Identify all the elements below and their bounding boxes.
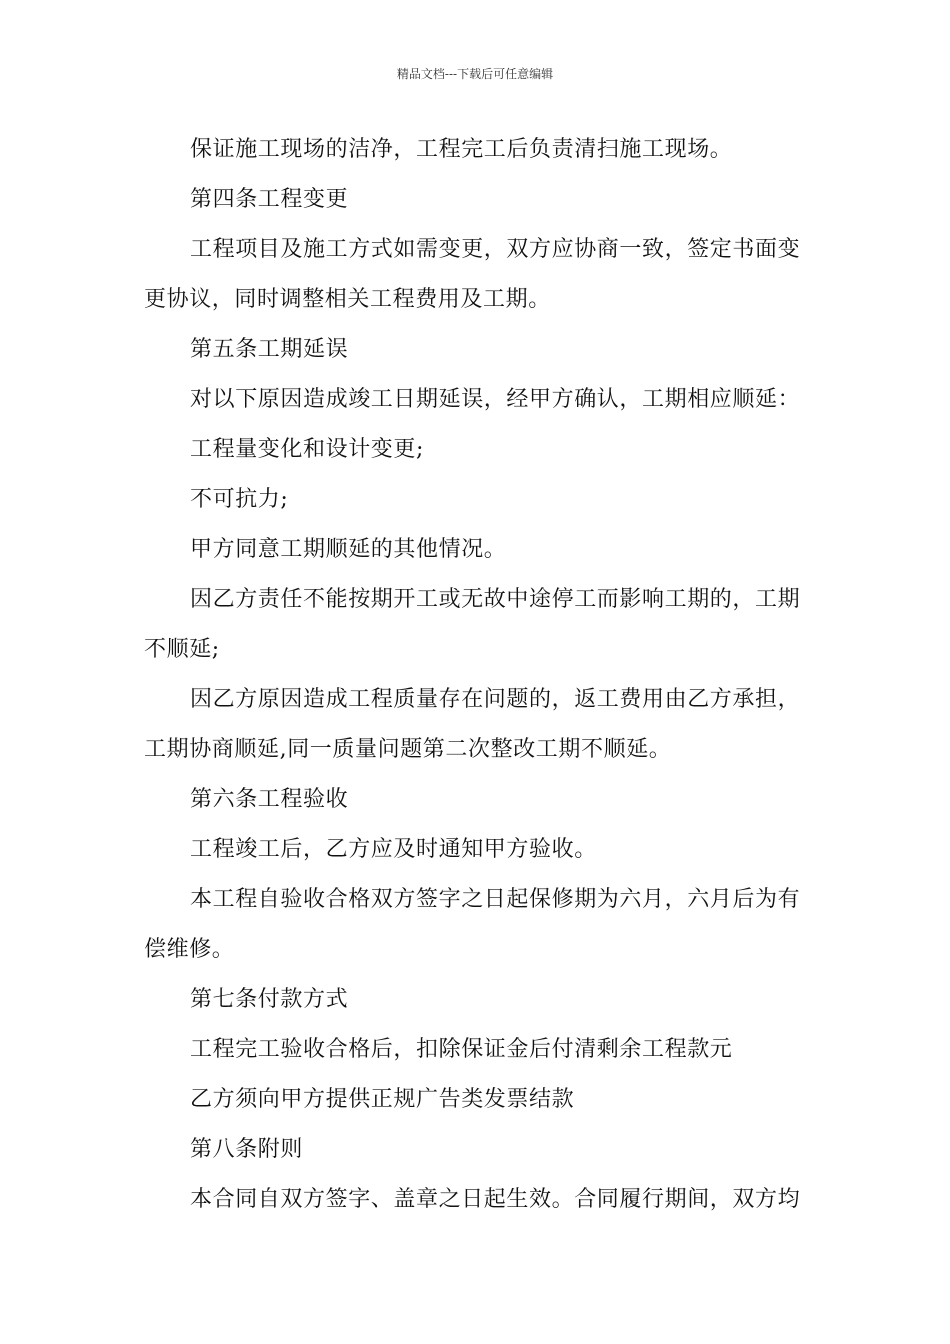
- heading-article-5: 第五条工期延误: [190, 337, 349, 362]
- paragraph-delay-causes: 对以下原因造成竣工日期延误，经甲方确认，工期相应顺延：: [190, 387, 801, 412]
- paragraph-no-extension: 因乙方责任不能按期开工或无故中途停工而影响工期的，工期不顺延;: [144, 587, 801, 662]
- paragraph-delay-cause-1: 工程量变化和设计变更;: [190, 437, 425, 462]
- heading-article-7: 第七条付款方式: [190, 987, 349, 1012]
- paragraph-delay-cause-2: 不可抗力;: [190, 487, 289, 512]
- paragraph-effectiveness: 本合同自双方签字、盖章之日起生效。合同履行期间，双方均: [190, 1187, 801, 1212]
- paragraph-delay-cause-3: 甲方同意工期顺延的其他情况。: [190, 537, 507, 562]
- document-body: [144, 125, 814, 1225]
- paragraph-quality-rework: 因乙方原因造成工程质量存在问题的，返工费用由乙方承担，工期协商顺延,同一质量问题第二次整改工期不顺延。: [144, 687, 801, 762]
- page-header: 精品文档---下载后可任意编辑: [396, 67, 554, 81]
- paragraph-payment: 工程完工验收合格后，扣除保证金后付清剩余工程款元: [190, 1037, 733, 1062]
- paragraph-site-cleaning: 保证施工现场的洁净，工程完工后负责清扫施工现场。: [190, 137, 733, 162]
- heading-article-8: 第八条附则: [190, 1137, 304, 1162]
- heading-article-4: 第四条工程变更: [190, 187, 349, 212]
- paragraph-acceptance-notice: 工程竣工后，乙方应及时通知甲方验收。: [190, 837, 597, 862]
- paragraph-change-agreement: 工程项目及施工方式如需变更，双方应协商一致，签定书面变更协议，同时调整相关工程费用及工期。: [144, 237, 801, 312]
- heading-article-6: 第六条工程验收: [190, 787, 349, 812]
- paragraph-warranty: 本工程自验收合格双方签字之日起保修期为六月，六月后为有偿维修。: [144, 887, 801, 962]
- paragraph-invoice: 乙方须向甲方提供正规广告类发票结款: [190, 1087, 575, 1112]
